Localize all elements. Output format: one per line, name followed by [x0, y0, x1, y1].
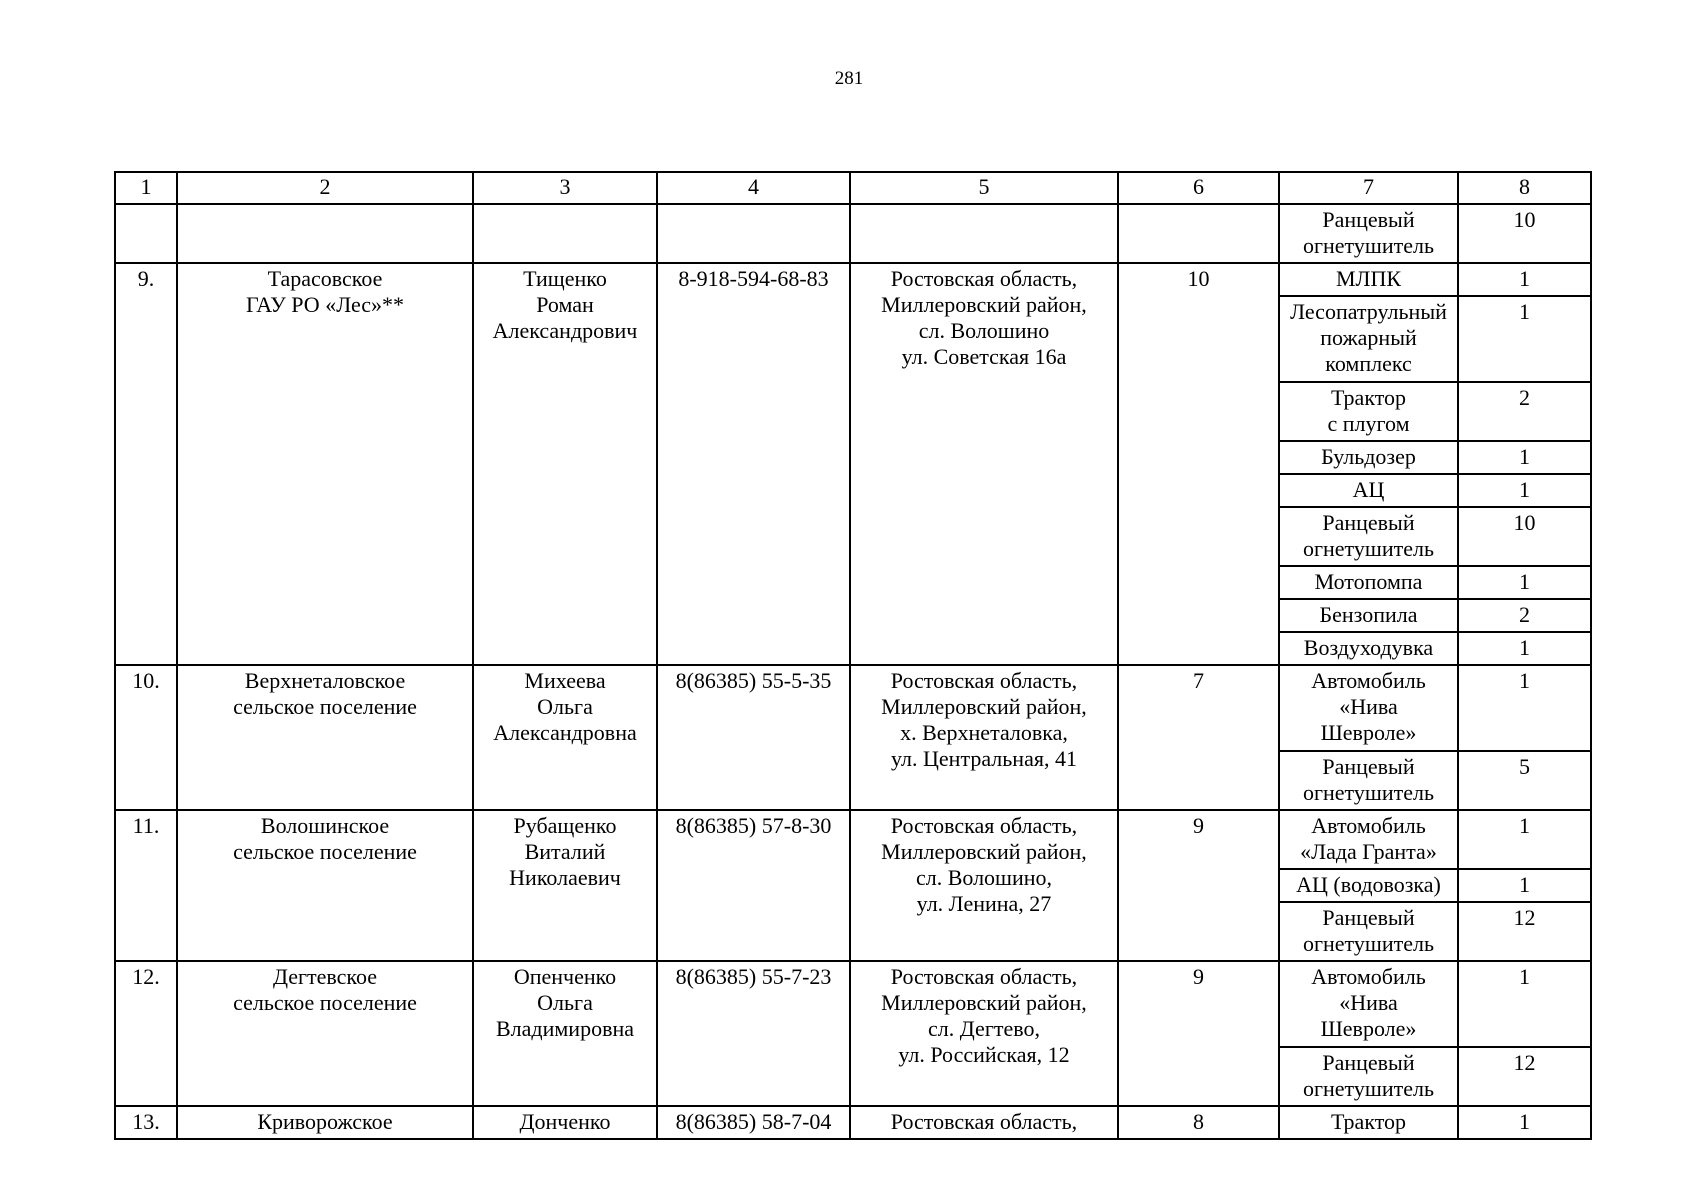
equipment-name: Трактор — [1279, 1106, 1458, 1139]
cell-address: Ростовская область, Миллеровский район, сл. Волошино ул. Советская 16а — [850, 263, 1118, 665]
cell-person: Тищенко Роман Александрович — [473, 263, 657, 665]
equipment-table — [114, 171, 1592, 1140]
equipment-qty: 1 — [1458, 810, 1591, 869]
cell-person: Донченко — [473, 1106, 657, 1139]
equipment-qty: 1 — [1458, 961, 1591, 1047]
cell-org: Дегтевское сельское поселение — [177, 961, 473, 1106]
equipment-name: Ранцевый огнетушитель — [1279, 204, 1458, 263]
cell-num: 11. — [115, 810, 177, 961]
cell-count: 8 — [1118, 1106, 1279, 1139]
page-number: 281 — [834, 68, 864, 89]
cell-org: Верхнеталовское сельское поселение — [177, 665, 473, 810]
cell-person: Рубащенко Виталий Николаевич — [473, 810, 657, 961]
cell-num: 10. — [115, 665, 177, 810]
cell-org — [177, 204, 473, 263]
cell-phone: 8(86385) 58-7-04 — [657, 1106, 850, 1139]
equipment-qty: 1 — [1458, 566, 1591, 599]
equipment-name: АЦ (водовозка) — [1279, 869, 1458, 902]
equipment-name: Лесопатрульный пожарный комплекс — [1279, 296, 1458, 382]
table-row — [115, 810, 1591, 869]
table-row — [115, 961, 1591, 1047]
equipment-name: Автомобиль «Нива Шевроле» — [1279, 961, 1458, 1047]
cell-org: Тарасовское ГАУ РО «Лес»** — [177, 263, 473, 665]
equipment-name: Мотопомпа — [1279, 566, 1458, 599]
equipment-qty: 1 — [1458, 296, 1591, 382]
equipment-name: Автомобиль «Нива Шевроле» — [1279, 665, 1458, 751]
equipment-name: Ранцевый огнетушитель — [1279, 1047, 1458, 1106]
equipment-name: Ранцевый огнетушитель — [1279, 902, 1458, 961]
col-header-1: 1 — [115, 172, 177, 204]
cell-person: Михеева Ольга Александровна — [473, 665, 657, 810]
equipment-qty: 1 — [1458, 665, 1591, 751]
equipment-name: МЛПК — [1279, 263, 1458, 296]
equipment-name: Автомобиль «Лада Гранта» — [1279, 810, 1458, 869]
cell-num: 13. — [115, 1106, 177, 1139]
table-row — [115, 263, 1591, 296]
cell-person — [473, 204, 657, 263]
equipment-qty: 1 — [1458, 441, 1591, 474]
equipment-name: Воздуходувка — [1279, 632, 1458, 665]
equipment-name: АЦ — [1279, 474, 1458, 507]
table-row — [115, 1106, 1591, 1139]
cell-person: Опенченко Ольга Владимировна — [473, 961, 657, 1106]
cell-org: Криворожское — [177, 1106, 473, 1139]
cell-org: Волошинское сельское поселение — [177, 810, 473, 961]
col-header-2: 2 — [177, 172, 473, 204]
equipment-qty: 1 — [1458, 1106, 1591, 1139]
cell-num: 12. — [115, 961, 177, 1106]
equipment-qty: 1 — [1458, 474, 1591, 507]
col-header-5: 5 — [850, 172, 1118, 204]
continuation-row — [115, 204, 1591, 263]
equipment-qty: 10 — [1458, 204, 1591, 263]
cell-num — [115, 204, 177, 263]
table-row — [115, 665, 1591, 751]
cell-phone: 8(86385) 55-7-23 — [657, 961, 850, 1106]
cell-count: 9 — [1118, 810, 1279, 961]
equipment-name: Бензопила — [1279, 599, 1458, 632]
equipment-qty: 1 — [1458, 869, 1591, 902]
header-row — [115, 172, 1591, 204]
equipment-qty: 12 — [1458, 902, 1591, 961]
equipment-qty: 5 — [1458, 751, 1591, 810]
equipment-qty: 10 — [1458, 507, 1591, 566]
equipment-name: Ранцевый огнетушитель — [1279, 507, 1458, 566]
cell-count — [1118, 204, 1279, 263]
cell-phone — [657, 204, 850, 263]
cell-address: Ростовская область, Миллеровский район, сл. Волошино, ул. Ленина, 27 — [850, 810, 1118, 961]
equipment-qty: 2 — [1458, 599, 1591, 632]
cell-phone: 8-918-594-68-83 — [657, 263, 850, 665]
cell-address: Ростовская область, — [850, 1106, 1118, 1139]
col-header-3: 3 — [473, 172, 657, 204]
equipment-qty: 1 — [1458, 263, 1591, 296]
cell-count: 7 — [1118, 665, 1279, 810]
cell-address — [850, 204, 1118, 263]
col-header-8: 8 — [1458, 172, 1591, 204]
cell-phone: 8(86385) 57-8-30 — [657, 810, 850, 961]
col-header-7: 7 — [1279, 172, 1458, 204]
col-header-6: 6 — [1118, 172, 1279, 204]
cell-phone: 8(86385) 55-5-35 — [657, 665, 850, 810]
cell-address: Ростовская область, Миллеровский район, сл. Дегтево, ул. Российская, 12 — [850, 961, 1118, 1106]
cell-address: Ростовская область, Миллеровский район, х. Верхнеталовка, ул. Центральная, 41 — [850, 665, 1118, 810]
col-header-4: 4 — [657, 172, 850, 204]
cell-num: 9. — [115, 263, 177, 665]
equipment-name: Трактор с плугом — [1279, 382, 1458, 441]
equipment-qty: 2 — [1458, 382, 1591, 441]
equipment-qty: 12 — [1458, 1047, 1591, 1106]
equipment-name: Бульдозер — [1279, 441, 1458, 474]
cell-count: 10 — [1118, 263, 1279, 665]
cell-count: 9 — [1118, 961, 1279, 1106]
equipment-qty: 1 — [1458, 632, 1591, 665]
equipment-name: Ранцевый огнетушитель — [1279, 751, 1458, 810]
